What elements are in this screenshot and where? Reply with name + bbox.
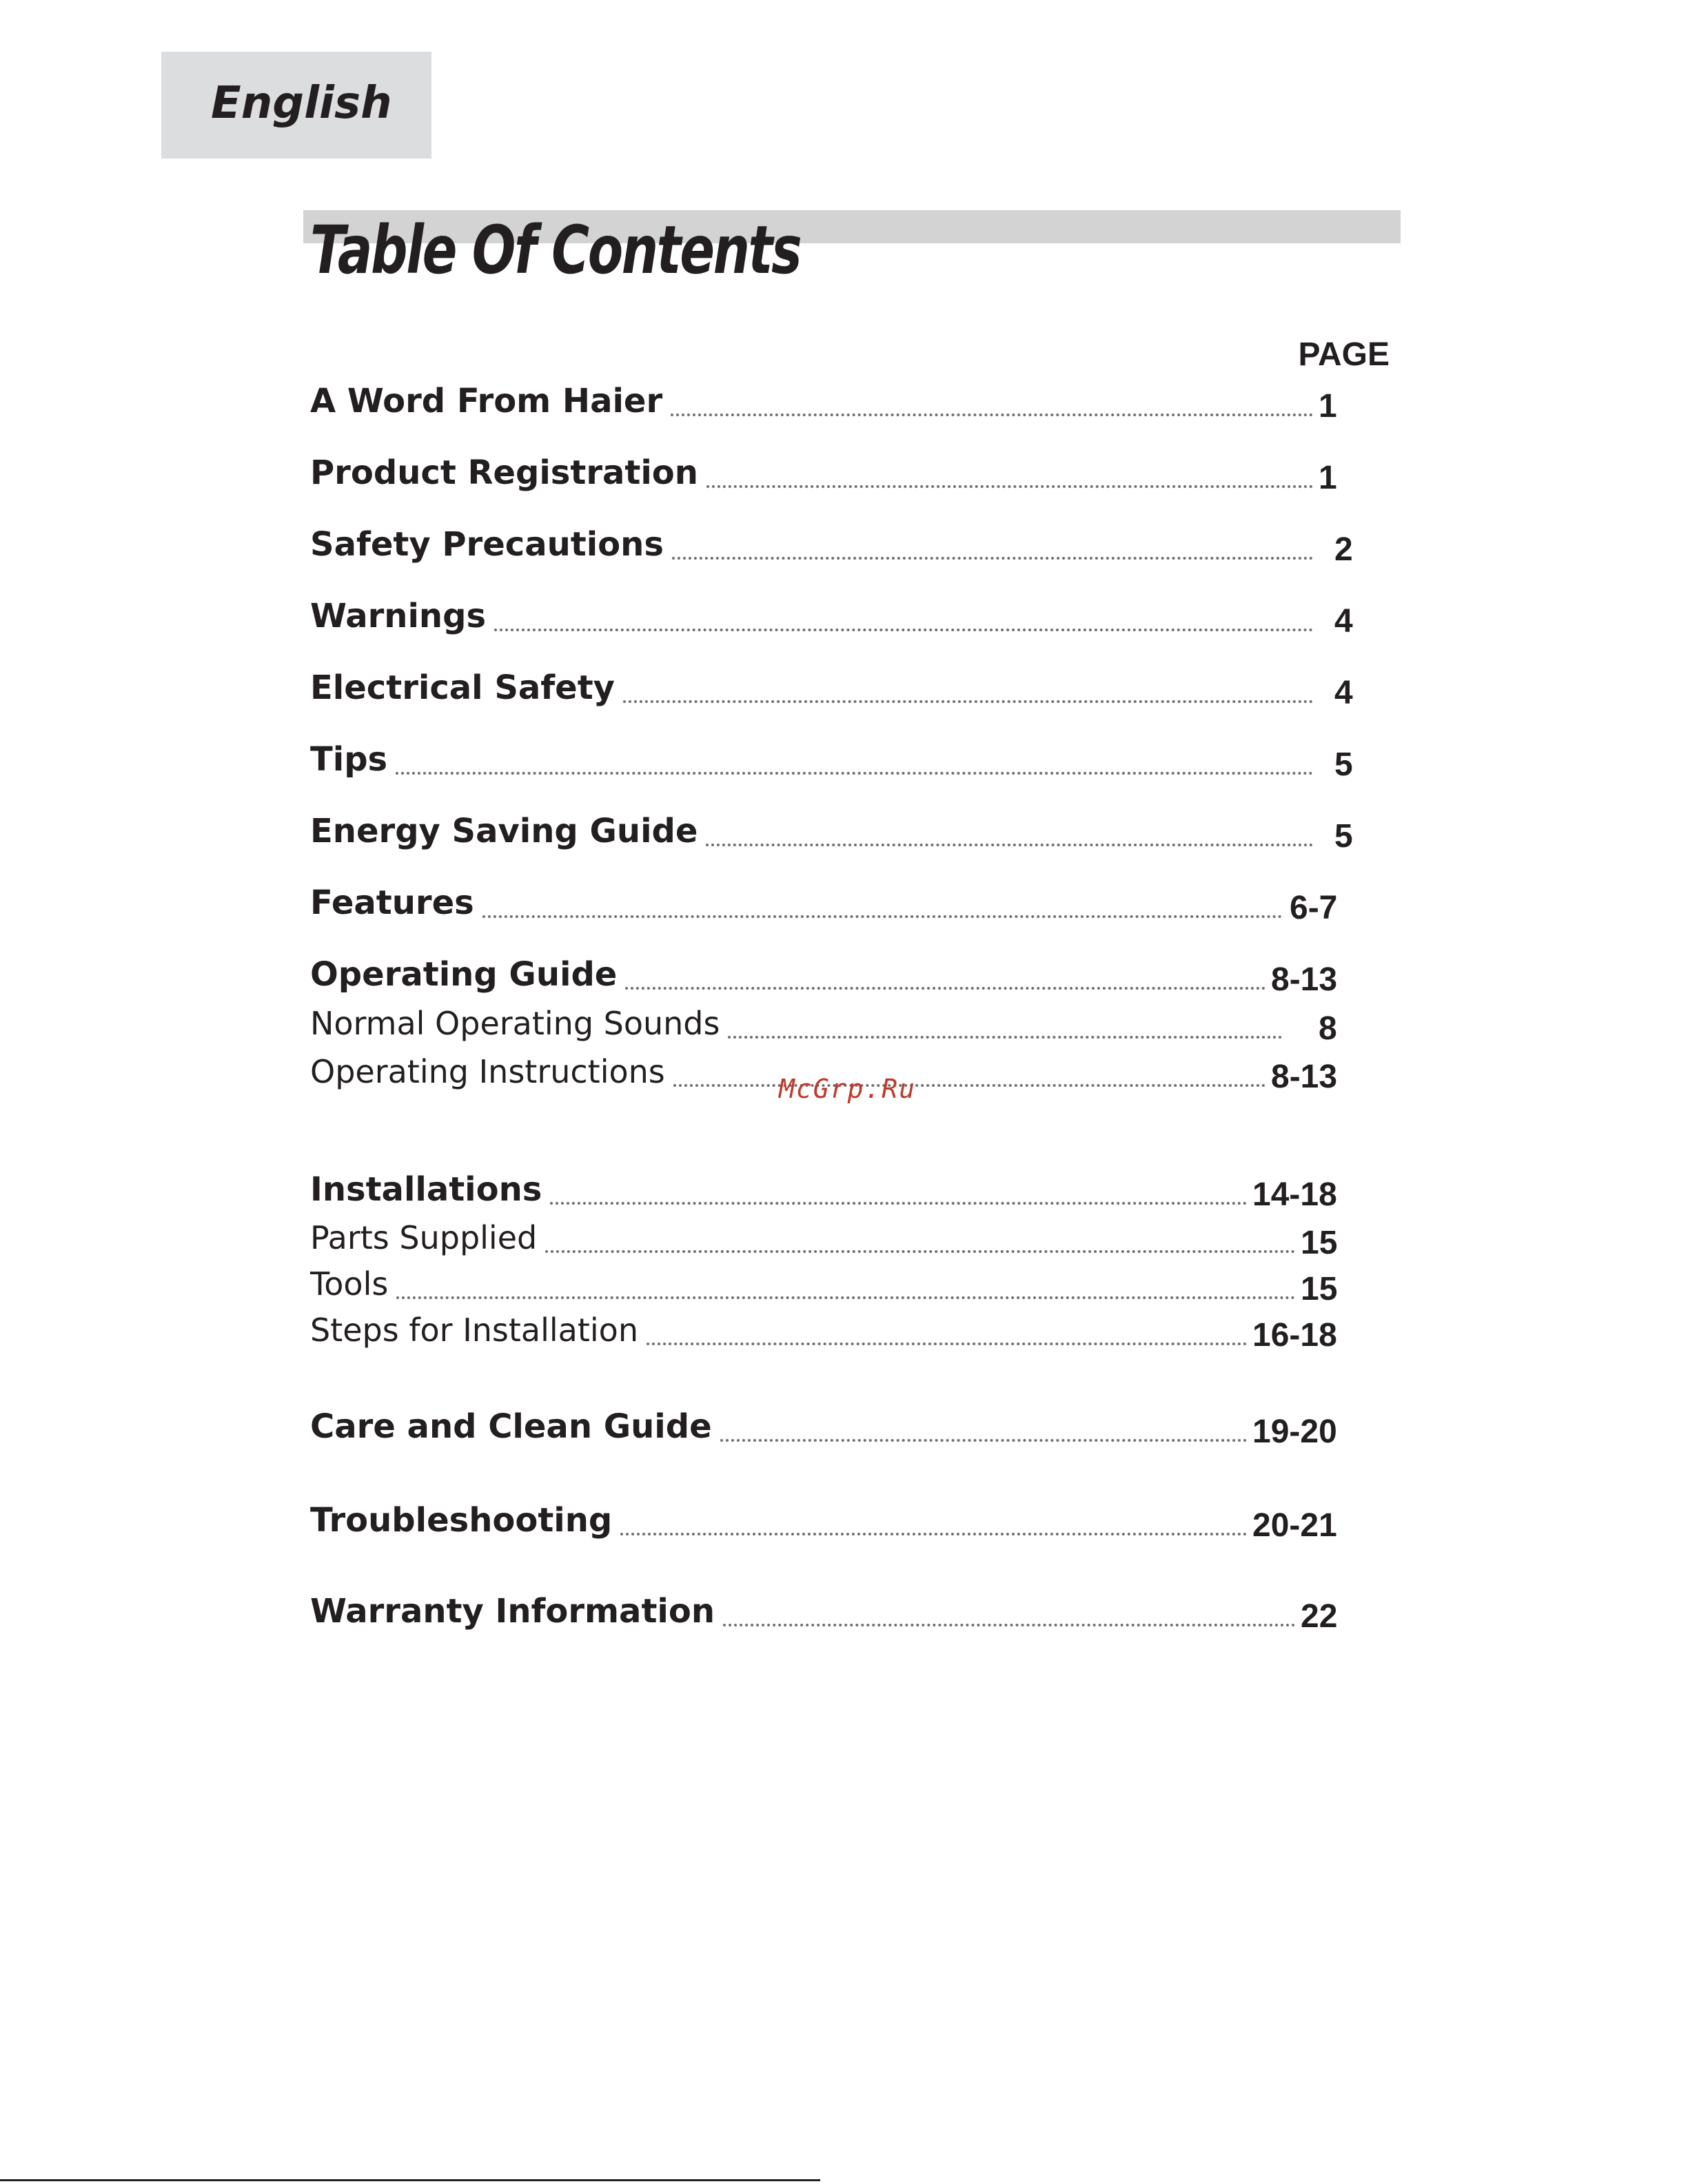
toc-entry[interactable]: [310, 662, 1688, 724]
toc-leader-dots: [673, 1084, 1265, 1087]
toc-entry[interactable]: [310, 877, 1688, 939]
toc-leader-dots: [647, 1343, 1247, 1345]
toc-entry[interactable]: [310, 1304, 1688, 1366]
toc-entry-page: 4: [1334, 603, 1353, 640]
toc-entry-page: 19-20: [1252, 1414, 1337, 1450]
toc-entry-page: 8-13: [1271, 961, 1338, 998]
toc-leader-dots: [396, 772, 1313, 775]
toc-entry-page: 16-18: [1252, 1317, 1337, 1354]
toc-entry[interactable]: [310, 590, 1688, 652]
toc-leader-dots: [720, 1439, 1247, 1442]
toc-leader-dots: [706, 844, 1313, 846]
toc-entry-page: 14-18: [1252, 1176, 1337, 1213]
toc-entry-label: Warnings: [310, 597, 487, 635]
toc-entry-label: Troubleshooting: [310, 1501, 613, 1540]
toc-leader-dots: [494, 629, 1313, 631]
toc-entry-page: 1: [1319, 460, 1337, 496]
toc-entry-label: Warranty Information: [310, 1592, 715, 1631]
toc-leader-dots: [672, 557, 1313, 560]
toc-entry-page: 5: [1334, 818, 1353, 855]
toc-entry[interactable]: [310, 733, 1688, 795]
toc-entry-page: 6-7: [1290, 890, 1338, 926]
page-column-header: PAGE: [1298, 336, 1390, 373]
toc-leader-dots: [723, 1624, 1295, 1626]
toc-entry-label: Tools: [310, 1265, 389, 1303]
toc-entry-label: Steps for Installation: [310, 1312, 638, 1349]
toc-entry-label: Parts Supplied: [310, 1219, 538, 1256]
toc-entry-label: Electrical Safety: [310, 669, 615, 707]
toc-entry[interactable]: [310, 805, 1688, 867]
toc-leader-dots: [550, 1202, 1247, 1205]
toc-entry-page: 20-21: [1252, 1507, 1337, 1544]
toc-leader-dots: [671, 414, 1313, 416]
bottom-rule: [0, 2179, 820, 2181]
toc-leader-dots: [545, 1250, 1295, 1253]
toc-entry-page: 8: [1319, 1010, 1337, 1047]
toc-entry[interactable]: [310, 375, 1688, 437]
language-tab: [161, 52, 431, 159]
toc-entry-label: Installations: [310, 1170, 542, 1209]
toc-entry[interactable]: [310, 518, 1688, 580]
toc-entry-label: Care and Clean Guide: [310, 1407, 712, 1446]
toc-entry-label: Normal Operating Sounds: [310, 1005, 720, 1042]
toc-entry-label: Operating Instructions: [310, 1053, 665, 1090]
toc-leader-dots: [623, 700, 1313, 703]
toc-leader-dots: [728, 1036, 1282, 1039]
toc-entry[interactable]: [310, 1585, 1688, 1647]
language-label: English: [211, 78, 392, 129]
toc-leader-dots: [625, 987, 1265, 990]
toc-entry-label: Safety Precautions: [310, 525, 664, 564]
toc-entry[interactable]: [310, 447, 1688, 509]
page-title: Table Of Contents: [310, 212, 801, 289]
toc-entry-label: Features: [310, 884, 474, 922]
toc-entry-page: 5: [1334, 746, 1353, 783]
toc-entry-label: Product Registration: [310, 453, 698, 492]
toc-leader-dots: [482, 915, 1282, 918]
toc-entry-label: Energy Saving Guide: [310, 812, 698, 850]
toc-entry[interactable]: [310, 1494, 1688, 1556]
toc-leader-dots: [706, 485, 1313, 488]
toc-entry-page: 2: [1334, 531, 1353, 568]
toc-entry-page: 15: [1301, 1225, 1338, 1261]
toc-entry[interactable]: [310, 1400, 1688, 1462]
toc-entry-page: 22: [1301, 1598, 1338, 1635]
toc-entry-label: Operating Guide: [310, 955, 618, 994]
watermark: McGrp.Ru: [779, 1074, 917, 1104]
toc-entry-page: 1: [1319, 388, 1337, 425]
toc-entry-page: 4: [1334, 675, 1353, 711]
toc-entry-label: Tips: [310, 740, 388, 779]
toc-entry-label: A Word From Haier: [310, 382, 663, 420]
toc-leader-dots: [396, 1296, 1295, 1299]
toc-entry-page: 15: [1301, 1271, 1338, 1307]
toc-entry[interactable]: [310, 1045, 1688, 1108]
toc-entry-page: 8-13: [1271, 1059, 1338, 1095]
toc-leader-dots: [620, 1533, 1247, 1535]
